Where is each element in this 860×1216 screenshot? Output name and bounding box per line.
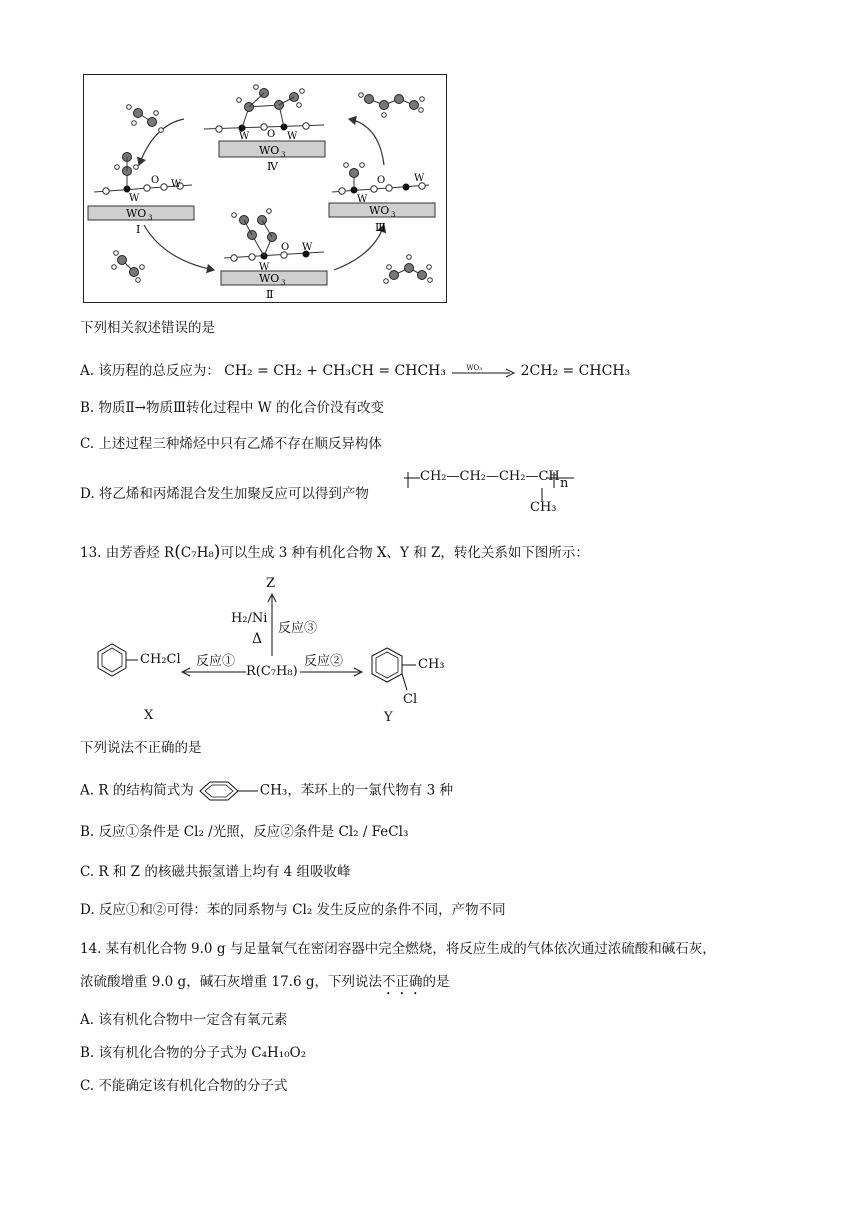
q13-stem-b: 可以生成 3 种有机化合物 X、Y 和 Z，转化关系如下图所示： [220, 545, 589, 561]
polymer-chain: CH₂—CH₂—CH₂—CH [420, 469, 560, 484]
stage-iv [204, 85, 325, 173]
svg-text:O: O [151, 175, 160, 186]
chloro-label: Cl [403, 692, 418, 707]
benzyl-ch2cl: CH₂Cl [140, 652, 181, 667]
option-a-prefix: A. R 的结构简式为 [80, 782, 194, 799]
stage-i [88, 153, 194, 237]
q14-option-b: B. 该有机化合物的分子式为 C₄H₁₀O₂ [80, 1045, 307, 1061]
stage-label: Ⅳ [267, 160, 278, 173]
reaction-1-label: 反应① [196, 654, 236, 669]
polymer-methyl: CH₃ [530, 500, 557, 515]
condition-h2ni: H₂/Ni [231, 611, 268, 626]
product-x: X [144, 708, 154, 723]
svg-text:W: W [171, 179, 182, 190]
q14-stem-line1: 14. 某有机化合物 9.0 g 与足量氧气在密闭容器中完全燃烧，将反应生成的气体依次通过浓硫酸和碱石灰， [80, 941, 716, 957]
equation-left: CH₂ = CH₂ + CH₃CH = CHCH₃ [224, 363, 447, 379]
q13-formula: C₇H₈ [180, 545, 214, 561]
condition-heat: Δ [252, 631, 263, 647]
ethylene-molecule [112, 251, 145, 283]
stage-ii [221, 209, 327, 301]
q13-option-b: B. 反应①条件是 Cl₂ /光照，反应②条件是 Cl₂ / FeCl₃ [80, 824, 409, 840]
q13-option-d: D. 反应①和②可得：苯的同系物与 Cl₂ 发生反应的条件不同，产物不同 [80, 902, 506, 918]
propene-molecule [384, 255, 433, 284]
cycle-arrow [349, 119, 384, 165]
svg-text:W: W [129, 193, 140, 204]
svg-text:W: W [259, 262, 270, 273]
q12-stem: 下列相关叙述错误的是 [80, 320, 215, 336]
emphasis-not-correct: 不正确 [381, 974, 423, 990]
stage-label: Ⅲ [375, 221, 386, 234]
cycle-arrow [139, 119, 184, 165]
stage-label: Ⅰ [136, 223, 141, 236]
reaction-3-label: 反应③ [278, 621, 318, 636]
option-a-prefix: A. 该历程的总反应为： [80, 363, 220, 379]
catalyst-label: WO₃ [466, 363, 483, 372]
polymer-structure [404, 468, 584, 520]
stage-iii [329, 163, 435, 234]
mechanism-diagram [84, 75, 446, 302]
wo3-label: WO [259, 272, 280, 285]
svg-text:W: W [302, 242, 313, 253]
butene-molecule [359, 93, 425, 118]
q14-option-c: C. 不能确定该有机化合物的分子式 [80, 1078, 288, 1094]
methyl-label: CH₃ [418, 657, 445, 672]
q14-option-a: A. 该有机化合物中一定含有氧元素 [80, 1012, 288, 1028]
svg-text:W: W [287, 131, 298, 142]
reaction-scheme [76, 574, 496, 730]
polymer-n: n [560, 476, 569, 491]
svg-text:O: O [267, 129, 276, 140]
svg-text:O: O [377, 175, 386, 186]
svg-text:W: W [357, 194, 368, 205]
q12-option-d [80, 484, 369, 504]
mechanism-figure [83, 74, 447, 303]
q13-stem2: 下列说法不正确的是 [80, 740, 202, 756]
reactant-r: R(C₇H₈) [246, 664, 298, 679]
product-y: Y [384, 710, 393, 725]
product-z: Z [266, 576, 276, 591]
svg-text:3: 3 [281, 151, 286, 159]
reaction-arrow [450, 362, 516, 382]
svg-text:O: O [281, 242, 290, 253]
q12-option-c: C. 上述过程三种烯烃中只有乙烯不存在顺反异构体 [80, 436, 382, 452]
toluene-ch3: CH₃ [259, 782, 288, 799]
q13-stem: 13. 由芳香烃 R(C₇H₈)可以生成 3 种有机化合物 X、Y 和 Z，转化关系如下图所示： [80, 542, 589, 562]
toluene-structure [194, 776, 260, 806]
reaction-2-label: 反应② [304, 654, 344, 669]
q13-option-c: C. R 和 Z 的核磁共振氢谱上均有 4 组吸收峰 [80, 864, 351, 880]
cycle-arrow [144, 225, 214, 270]
svg-text:3: 3 [148, 214, 153, 222]
svg-text:3: 3 [281, 279, 286, 287]
q13-stem-a: 13. 由芳香烃 R [80, 545, 175, 561]
option-d-prefix: D. 将乙烯和丙烯混合发生加聚反应可以得到产物 [80, 486, 369, 502]
q14-stem-line2: 浓硫酸增重 9.0 g，碱石灰增重 17.6 g，下列说法不正确的是 [80, 974, 450, 990]
q13-option-a [80, 776, 453, 806]
svg-text:W: W [239, 131, 250, 142]
q12-option-a [80, 361, 630, 382]
wo3-label: WO [126, 207, 147, 220]
wo3-label: WO [259, 144, 280, 157]
q12-option-b: B. 物质Ⅱ→物质Ⅲ转化过程中 W 的化合价没有改变 [80, 400, 384, 416]
equation-right: 2CH₂ = CHCH₃ [520, 363, 631, 379]
svg-text:W: W [414, 173, 425, 184]
option-a-suffix: ，苯环上的一氯代物有 3 种 [287, 782, 453, 799]
svg-text:3: 3 [391, 211, 396, 219]
stage-label: Ⅱ [266, 288, 274, 301]
wo3-label: WO [369, 204, 390, 217]
ethylene-molecule [127, 105, 164, 133]
